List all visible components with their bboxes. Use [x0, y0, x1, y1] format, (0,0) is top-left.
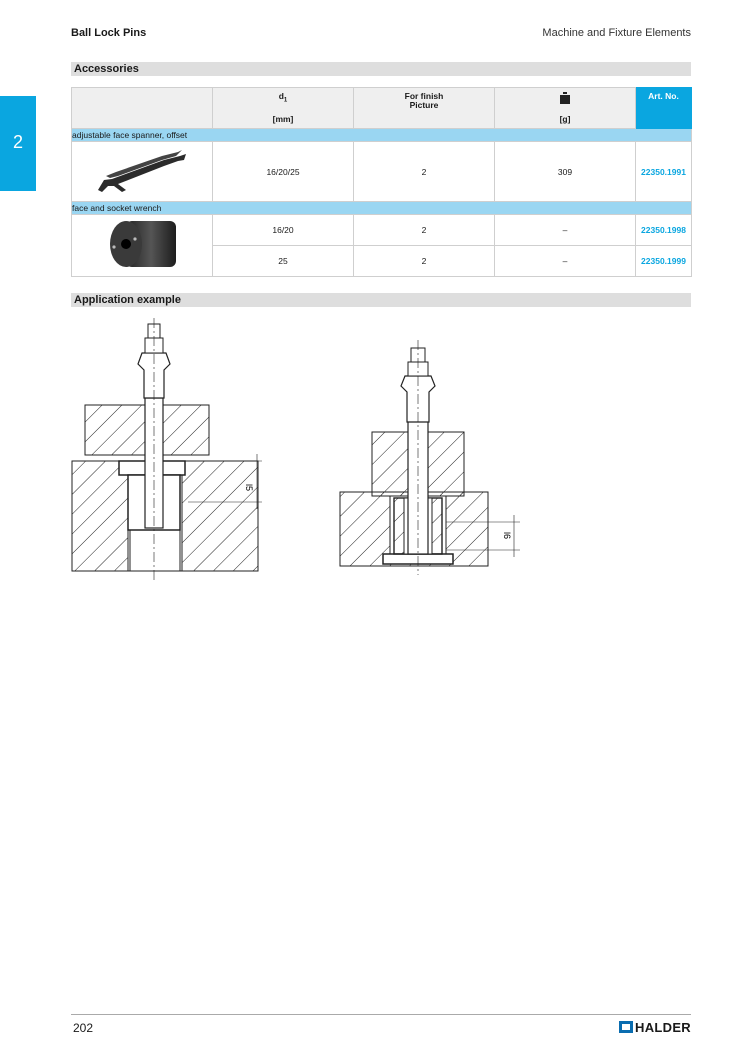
footer-divider — [71, 1014, 691, 1015]
table-row — [72, 215, 692, 246]
d1-cell: 16/20 — [213, 215, 354, 246]
weight-cell: – — [495, 215, 636, 246]
d1-cell: 16/20/25 — [213, 142, 354, 202]
finish-cell: 2 — [354, 215, 495, 246]
header-category: Machine and Fixture Elements — [542, 27, 691, 39]
table-row — [72, 142, 692, 202]
header-title: Ball Lock Pins — [71, 27, 147, 39]
dim-l5-label: l5 — [244, 484, 254, 492]
finish-line1: For finish — [404, 91, 444, 101]
page-number: 202 — [73, 1021, 94, 1035]
accessories-table — [71, 87, 692, 277]
logo-text: HALDER — [635, 1020, 691, 1035]
d1-cell: 25 — [213, 246, 354, 277]
finish-cell: 2 — [354, 246, 495, 277]
header-picture — [72, 88, 213, 129]
weight-unit: [g] — [559, 114, 571, 124]
weight-icon — [495, 92, 635, 106]
art-no-label: Art. No. — [648, 91, 679, 101]
art-no-link[interactable]: 22350.1999 — [636, 246, 692, 277]
chapter-number: 2 — [12, 132, 23, 152]
table-header-row — [72, 88, 692, 129]
group-label: adjustable face spanner, offset — [72, 129, 692, 142]
d1-label: d — [278, 91, 284, 101]
finish-cell: 2 — [354, 142, 495, 202]
weight-cell: – — [495, 246, 636, 277]
chapter-tab[interactable] — [0, 96, 36, 191]
weight-cell: 309 — [495, 142, 636, 202]
header-d1 — [213, 88, 354, 129]
d1-subscript: 1 — [283, 97, 288, 104]
group-label: face and socket wrench — [72, 202, 692, 215]
halder-logo — [619, 1020, 691, 1035]
header-weight — [495, 88, 636, 129]
d1-unit: [mm] — [272, 114, 294, 124]
dim-l6-label: l6 — [502, 532, 512, 540]
header-art-no — [636, 88, 692, 129]
art-no-link[interactable]: 22350.1991 — [636, 142, 692, 202]
application-drawing-right — [338, 340, 528, 575]
group-row — [72, 202, 692, 215]
section-accessories: Accessories — [71, 62, 691, 76]
spanner-image — [72, 142, 213, 202]
header-finish — [354, 88, 495, 129]
art-no-link[interactable]: 22350.1998 — [636, 215, 692, 246]
group-row — [72, 129, 692, 142]
application-drawing-left — [70, 318, 270, 580]
finish-line2: Picture — [409, 100, 439, 110]
section-application: Application example — [71, 293, 691, 307]
socket-wrench-image — [72, 215, 213, 277]
halder-logo-icon — [619, 1021, 633, 1033]
